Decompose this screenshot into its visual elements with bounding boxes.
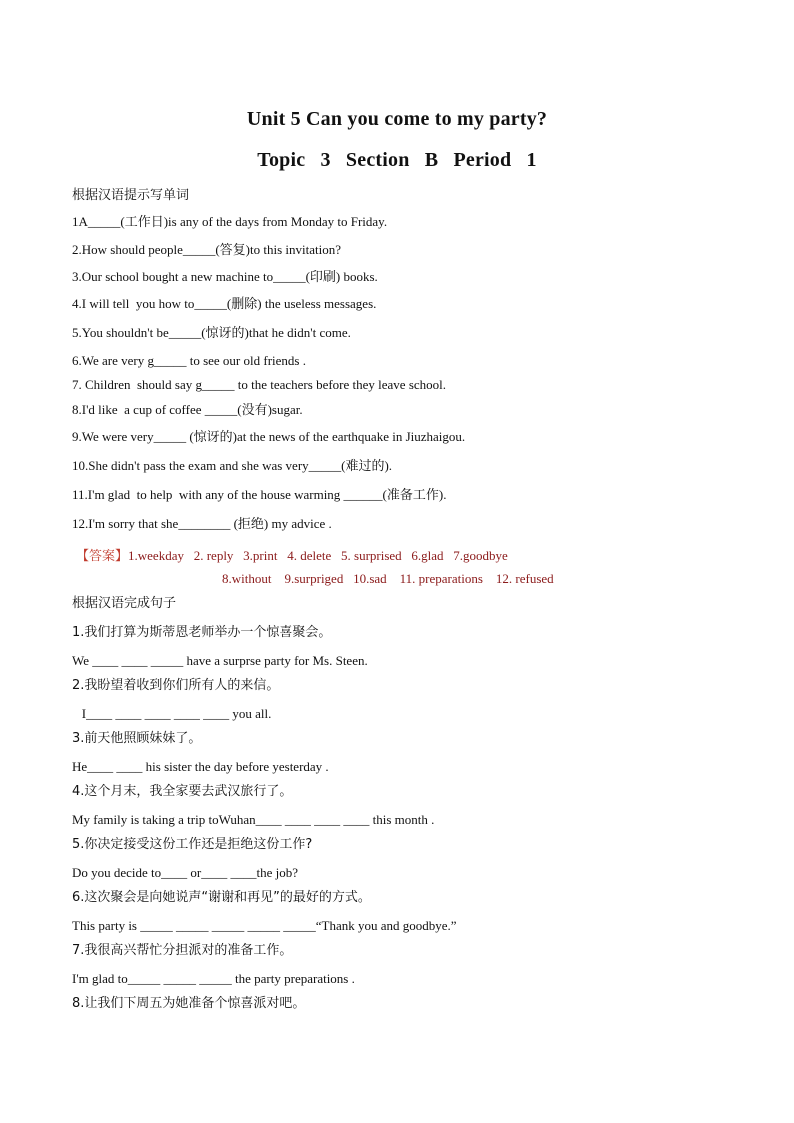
- exercise-item-3: 3.Our school bought a new machine to_____(印刷) books.: [72, 269, 378, 284]
- sentence-cn-6: 6.这次聚会是向她说声“谢谢和再见”的最好的方式。: [72, 890, 371, 905]
- exercise-item-8: 8.I'd like a cup of coffee _____(没有)sugar.: [72, 402, 303, 417]
- document-title: Unit 5 Can you come to my party?: [246, 108, 548, 130]
- exercise-item-7: 7. Children should say g_____ to the teachers before they leave school.: [72, 377, 447, 392]
- sentence-en-5: Do you decide to____ or____ ____the job?: [72, 865, 299, 880]
- answer-line-2: 8.without 9.surpriged 10.sad 11. preparations 12. refused: [222, 571, 554, 586]
- exercise-item-4: 4.I will tell you how to_____(删除) the useless messages.: [72, 296, 377, 311]
- sentence-cn-8: 8.让我们下周五为她准备个惊喜派对吧。: [72, 996, 306, 1011]
- part1-heading: 根据汉语提示写单词: [72, 188, 190, 203]
- sentence-cn-5: 5.你决定接受这份工作还是拒绝这份工作?: [72, 837, 313, 852]
- exercise-item-10: 10.She didn't pass the exam and she was very_____(难过的).: [72, 458, 393, 473]
- sentence-en-1: We ____ ____ _____ have a surprse party for Ms. Steen.: [72, 653, 368, 668]
- answer-tag: 【答案】: [76, 549, 129, 564]
- sentence-cn-7: 7.我很高兴帮忙分担派对的准备工作。: [72, 943, 293, 958]
- sentence-cn-1: 1.我们打算为斯蒂恩老师举办一个惊喜聚会。: [72, 625, 332, 640]
- part2-heading: 根据汉语完成句子: [72, 596, 177, 611]
- sentence-en-6: This party is _____ _____ _____ _____ _____“Thank you and goodbye.”: [72, 918, 457, 933]
- exercise-item-1: 1A_____(工作日)is any of the days from Monday to Friday.: [72, 214, 388, 229]
- sentence-en-7: I'm glad to_____ _____ _____ the party preparations .: [72, 971, 355, 986]
- exercise-item-2: 2.How should people_____(答复)to this invitation?: [72, 242, 342, 257]
- sentence-en-2: I____ ____ ____ ____ ____ you all.: [72, 706, 272, 721]
- exercise-item-9: 9.We were very_____ (惊讶的)at the news of the earthquake in Jiuzhaigou.: [72, 429, 466, 444]
- exercise-item-6: 6.We are very g_____ to see our old friends .: [72, 353, 306, 368]
- exercise-item-11: 11.I'm glad to help with any of the house warming ______(准备工作).: [72, 487, 447, 502]
- sentence-en-3: He____ ____ his sister the day before yesterday .: [72, 759, 329, 774]
- exercise-item-12: 12.I'm sorry that she________ (拒绝) my advice .: [72, 516, 332, 531]
- exercise-item-5: 5.You shouldn't be_____(惊讶的)that he didn't come.: [72, 325, 351, 340]
- document-subtitle: Topic 3 Section B Period 1: [257, 149, 537, 171]
- sentence-cn-4: 4.这个月末，我全家要去武汉旅行了。: [72, 784, 293, 799]
- answer-line-1: [76, 545, 508, 564]
- sentence-en-4: My family is taking a trip toWuhan____ ____ ____ ____ this month .: [72, 812, 435, 827]
- sentence-cn-3: 3.前天他照顾妹妹了。: [72, 731, 202, 746]
- sentence-cn-2: 2.我盼望着收到你们所有人的来信。: [72, 678, 280, 693]
- answer-text-1: 1.weekday 2. reply 3.print 4. delete 5. surprised 6.glad 7.goodbye: [128, 548, 508, 563]
